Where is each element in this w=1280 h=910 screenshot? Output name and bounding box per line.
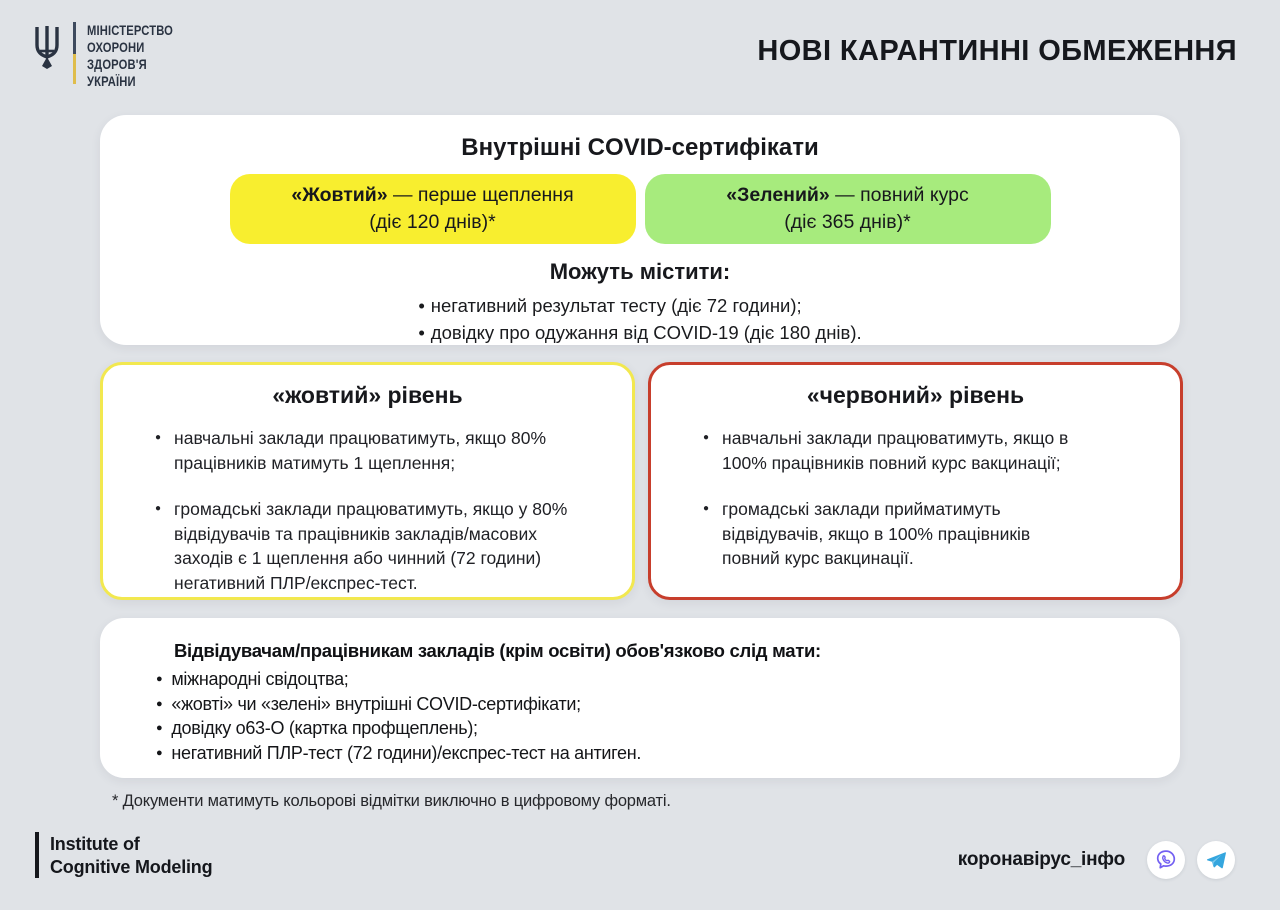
- list-item-text: негативний ПЛР-тест (72 години)/експрес-тест на антиген.: [171, 742, 642, 763]
- green-pill-desc: — повний курс: [829, 184, 969, 207]
- ministry-name: [87, 22, 173, 90]
- bullet-icon: ●: [703, 432, 710, 443]
- list-item-text: громадські заклади працюватимуть, якщо у 80% відвідувачів та працівників закладів/масових заходів є 1 щеплення або чинний (72 години) негативний ПЛР/експрес-тест.: [174, 499, 568, 593]
- list-item: [156, 716, 1180, 741]
- yellow-level-list: [155, 426, 606, 595]
- flag-divider: [73, 22, 76, 84]
- page-title: НОВІ КАРАНТИННІ ОБМЕЖЕННЯ: [757, 35, 1237, 67]
- red-level-card: [648, 362, 1183, 600]
- telegram-icon[interactable]: [1197, 841, 1235, 879]
- list-item: [418, 319, 861, 346]
- bullet-icon: ●: [156, 673, 163, 685]
- yellow-pill-desc: — перше щеплення: [387, 184, 574, 207]
- list-item: [156, 741, 1180, 766]
- ministry-logo: [32, 16, 195, 90]
- list-item-text: довідку о63-О (картка профщеплень);: [171, 718, 478, 738]
- certificate-pills: [100, 174, 1180, 244]
- bullet-icon: ●: [156, 722, 163, 734]
- green-pill-validity: (діє 365 днів)*: [784, 211, 911, 233]
- bullet-icon: ●: [156, 697, 163, 710]
- red-level-title: «червоний» рівень: [806, 382, 1025, 408]
- footnote: * Документи матимуть кольорові відмітки виключно в цифровому форматі.: [112, 792, 671, 810]
- list-item-text: негативний результат тесту (діє 72 години);: [430, 295, 802, 316]
- ministry-line: УКРАЇНИ: [87, 73, 136, 90]
- certificates-card: [100, 115, 1180, 345]
- list-item: [418, 292, 861, 319]
- institute-logo-bar: [35, 832, 39, 878]
- bullet-icon: •: [418, 322, 425, 343]
- footer-social: [958, 841, 1235, 879]
- list-item-text: міжнародні свідоцтва;: [171, 669, 349, 689]
- institute-logo: [35, 832, 212, 878]
- list-item: [155, 426, 606, 475]
- telegram-glyph: [1204, 848, 1228, 872]
- institute-line: Cognitive Modeling: [50, 856, 213, 877]
- ukraine-trident-icon: [32, 24, 62, 70]
- red-level-list: [703, 426, 1154, 571]
- bullet-icon: •: [418, 295, 425, 316]
- bullet-icon: ●: [155, 432, 162, 443]
- requirements-list: [156, 667, 1180, 765]
- list-item: [703, 497, 1154, 571]
- green-pill-name: «Зелений»: [726, 184, 830, 207]
- list-item-text: «жовті» чи «зелені» внутрішні COVID-сертифікати;: [171, 693, 581, 714]
- yellow-certificate-pill: [230, 174, 636, 244]
- bullet-icon: ●: [155, 503, 162, 514]
- list-item-text: навчальні заклади працюватимуть, якщо в 100% працівників повний курс вакцинації;: [722, 428, 1069, 473]
- yellow-pill-line1: [291, 182, 573, 209]
- requirements-card: [100, 618, 1180, 778]
- list-item-text: громадські заклади прийматимуть відвідувачів, якщо в 100% працівників повний курс вакцинації.: [722, 499, 1031, 568]
- ministry-line: МІНІСТЕРСТВО: [87, 22, 174, 38]
- yellow-level-card: [100, 362, 635, 600]
- may-contain-title: Можуть містити:: [549, 259, 731, 284]
- requirements-title: Відвідувачам/працівникам закладів (крім освіти) обов'язково слід мати:: [174, 640, 821, 661]
- yellow-level-title: «жовтий» рівень: [272, 382, 463, 408]
- list-item: [155, 497, 606, 595]
- yellow-pill-validity: (діє 120 днів)*: [369, 211, 496, 233]
- list-item: [156, 667, 1180, 692]
- bullet-icon: ●: [156, 746, 163, 759]
- list-item-text: довідку про одужання від COVID-19 (діє 180 днів).: [430, 322, 862, 343]
- list-item: [703, 426, 1154, 475]
- certificates-title: Внутрішні COVID-сертифікати: [461, 134, 819, 161]
- may-contain-list: [418, 292, 861, 346]
- institute-line: Institute of: [50, 834, 140, 854]
- channel-name: коронавірус_інфо: [957, 849, 1125, 870]
- bullet-icon: ●: [703, 503, 710, 514]
- ministry-line: ЗДОРОВ'Я: [87, 56, 147, 73]
- institute-name: [50, 833, 212, 878]
- green-pill-line1: [726, 182, 968, 209]
- ministry-line: ОХОРОНИ: [87, 39, 145, 56]
- yellow-pill-name: «Жовтий»: [291, 184, 388, 207]
- green-certificate-pill: [645, 174, 1051, 244]
- list-item: [156, 692, 1180, 717]
- viber-glyph: [1154, 848, 1178, 872]
- list-item-text: навчальні заклади працюватимуть, якщо 80% працівників матимуть 1 щеплення;: [174, 428, 547, 473]
- viber-icon[interactable]: [1147, 841, 1185, 879]
